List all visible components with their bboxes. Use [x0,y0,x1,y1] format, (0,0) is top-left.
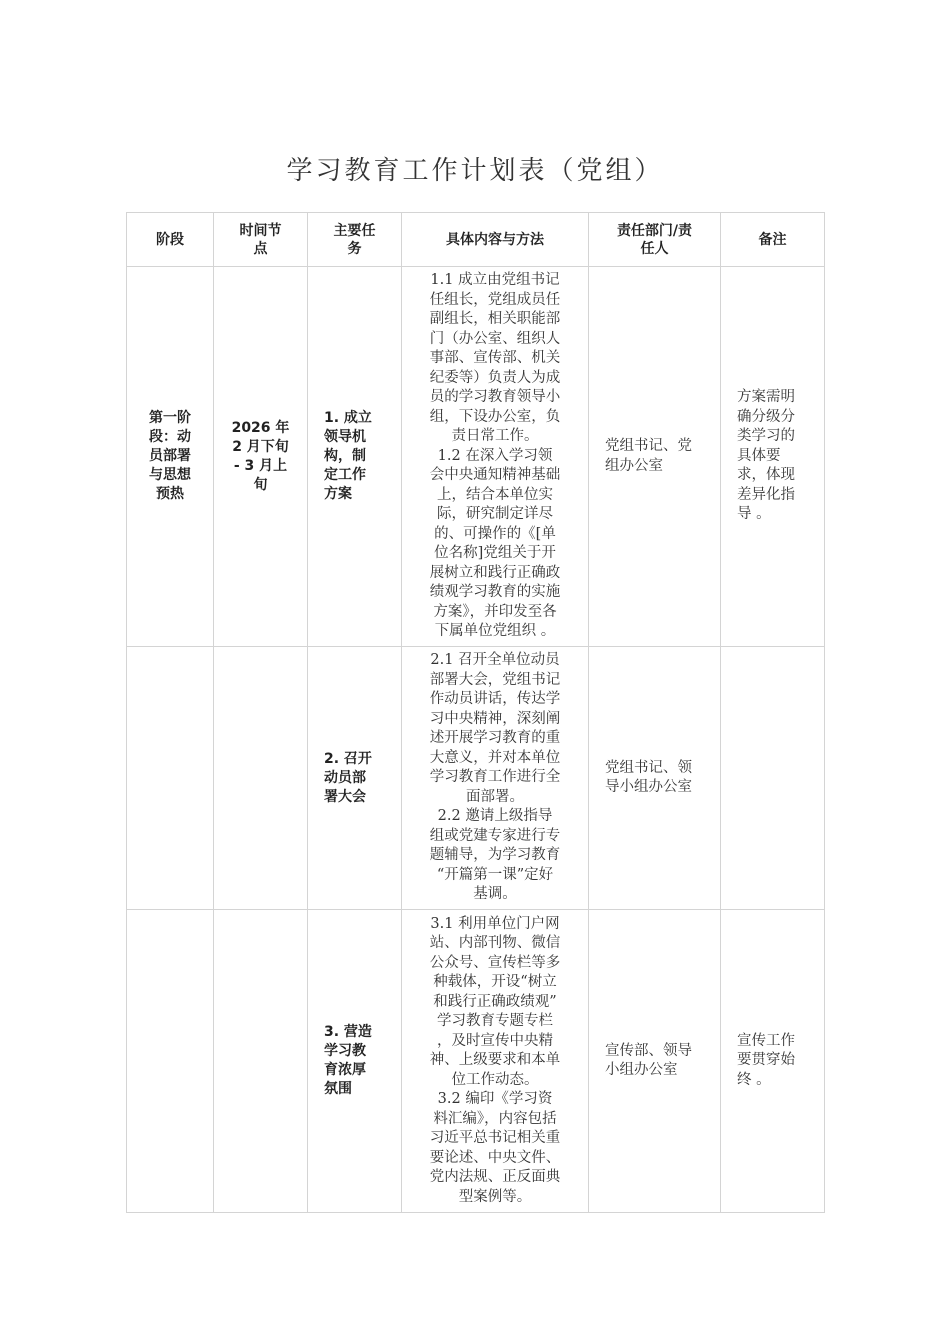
table-row [127,647,825,910]
table-row [127,910,825,1213]
header-responsible: 责任部门/责 任人 [589,213,721,267]
time-cell [214,910,308,1213]
work-plan-table [126,212,825,1213]
content-cell: 3.1 利用单位门户网 站、内部刊物、微信 公众号、宣传栏等多 种载体，开设“树立 和践行正确政绩观” 学习教育专题专栏 ，及时宣传中央精 神、上级要求和本单 位工作动态。 3.2 编印《学习资 料汇编》，内容包括 习近平总书记相关重 要论述、中央文件、 党内法规、正反面典 型案例等。 [402,910,589,1213]
stage-cell [127,910,214,1213]
note-cell [721,647,825,910]
task-cell: 3. 营造 学习教 育浓厚 氛围 [308,910,402,1213]
header-task: 主要任 务 [308,213,402,267]
time-cell [214,647,308,910]
note-cell: 宣传工作 要贯穿始 终 。 [721,910,825,1213]
header-content: 具体内容与方法 [402,213,589,267]
table-row [127,267,825,647]
table-header-row [127,213,825,267]
header-note: 备注 [721,213,825,267]
note-cell: 方案需明 确分级分 类学习的 具体要 求，体现 差异化指 导 。 [721,267,825,647]
stage-cell [127,647,214,910]
time-cell: 2026 年 2 月下旬 - 3 月上 旬 [214,267,308,647]
responsible-cell: 宣传部、领导 小组办公室 [589,910,721,1213]
header-stage: 阶段 [127,213,214,267]
content-cell: 2.1 召开全单位动员 部署大会，党组书记 作动员讲话，传达学 习中央精神，深刻阐 述开展学习教育的重 大意义，并对本单位 学习教育工作进行全 面部署。 2.2 邀请上级指导 组或党建专家进行专 题辅导，为学习教育 “开篇第一课”定好 基调。 [402,647,589,910]
content-cell: 1.1 成立由党组书记 任组长，党组成员任 副组长，相关职能部 门（办公室、组织人 事部、宣传部、机关 纪委等）负责人为成 员的学习教育领导小 组，下设办公室，负 责日常工作。 1.2 在深入学习领 会中央通知精神基础 上，结合本单位实 际，研究制定详尽 的、可操作的《[单 位名称]党组关于开 展树立和践行正确政 绩观学习教育的实施 方案》，并印发至各 下属单位党组织 。 [402,267,589,647]
stage-cell: 第一阶 段：动 员部署 与思想 预热 [127,267,214,647]
header-time: 时间节 点 [214,213,308,267]
page-title: 学习教育工作计划表（党组） [286,156,664,186]
responsible-cell: 党组书记、党 组办公室 [589,267,721,647]
task-cell: 2. 召开 动员部 署大会 [308,647,402,910]
responsible-cell: 党组书记、领 导小组办公室 [589,647,721,910]
task-cell: 1. 成立 领导机 构，制 定工作 方案 [308,267,402,647]
